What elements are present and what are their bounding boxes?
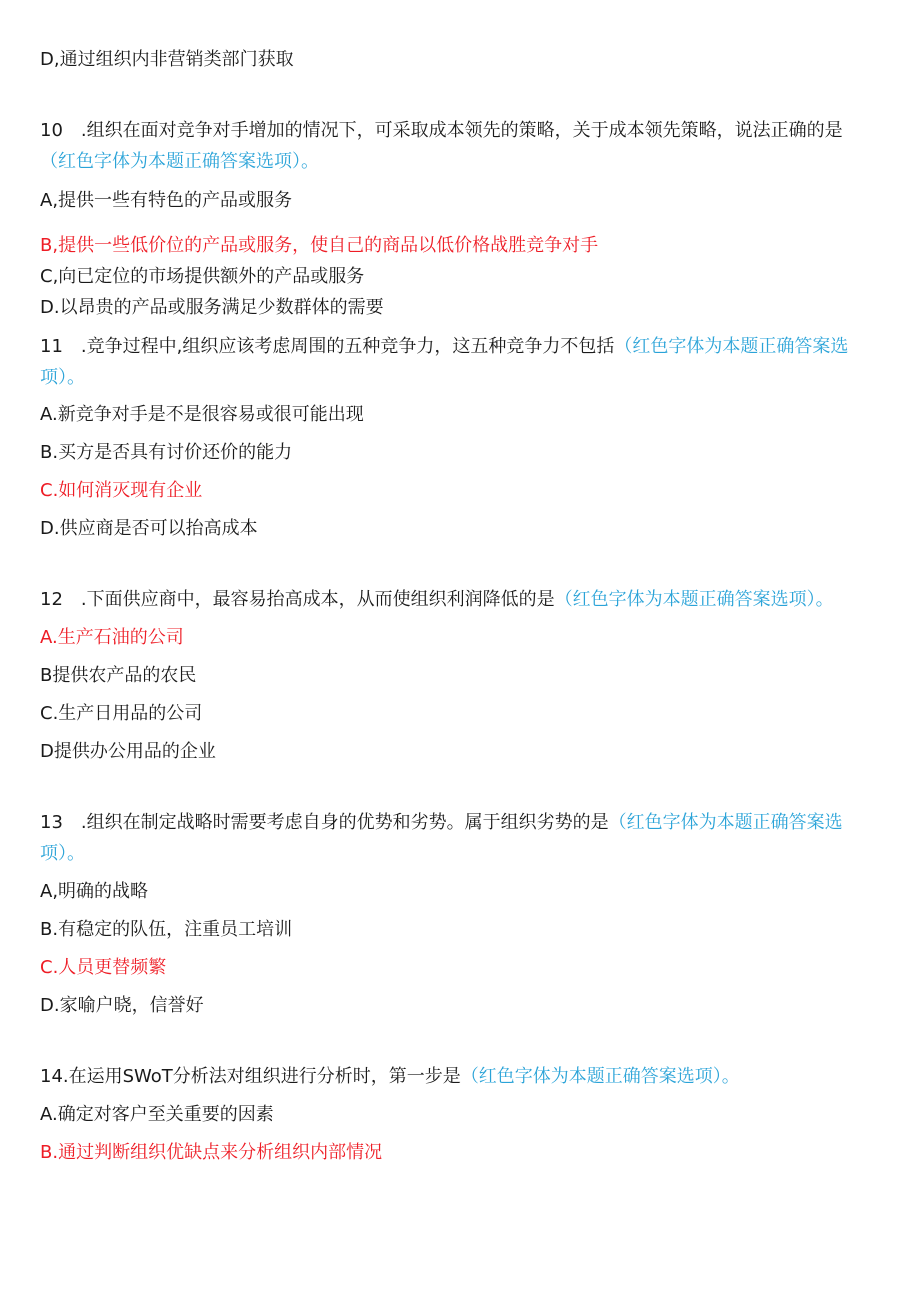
question-11-option-c-correct: C.如何消灭现有企业 — [40, 480, 203, 501]
question-10-stem — [40, 115, 870, 177]
question-11-hint: （红色字体为本题正确答案选项）。 — [40, 336, 849, 388]
question-14-option-a: A.确定对客户至关重要的因素 — [40, 1104, 274, 1125]
question-13-option-d: D.家喻户晓，信誉好 — [40, 995, 204, 1016]
question-12-hint: （红色字体为本题正确答案选项）。 — [554, 589, 834, 610]
question-12-option-a-correct: A.生产石油的公司 — [40, 627, 184, 648]
question-11-option-a: A.新竞争对手是不是很容易或很可能出现 — [40, 404, 364, 425]
question-12-option-d: D提供办公用品的企业 — [40, 741, 216, 762]
question-11-stem — [40, 331, 870, 393]
question-13-option-c-correct: C.人员更替频繁 — [40, 957, 167, 978]
question-10-option-b-correct: B,提供一些低价位的产品或服务，使自己的商品以低价格战胜竞争对手 — [40, 235, 599, 256]
question-12-text: 12 .下面供应商中，最容易抬高成本，从而使组织利润降低的是 — [40, 589, 555, 610]
question-11-text: 11 .竞争过程中,组织应该考虑周围的五种竞争力，这五种竞争力不包括 — [40, 336, 615, 357]
question-10-option-c: C,向已定位的市场提供额外的产品或服务 — [40, 266, 365, 287]
question-13-stem — [40, 807, 870, 869]
question-13-hint: （红色字体为本题正确答案选项）。 — [40, 812, 843, 864]
question-12-option-b: B提供农产品的农民 — [40, 665, 197, 686]
question-11-option-d: D.供应商是否可以抬高成本 — [40, 518, 258, 539]
question-11-option-b: B.买方是否具有讨价还价的能力 — [40, 442, 293, 463]
prev-option-d: D,通过组织内非营销类部门获取 — [40, 49, 294, 70]
question-10-option-a: A,提供一些有特色的产品或服务 — [40, 190, 293, 211]
question-10-option-d: D.以昂贵的产品或服务满足少数群体的需要 — [40, 297, 384, 318]
question-12-option-c: C.生产日用品的公司 — [40, 703, 203, 724]
question-13-option-a: A,明确的战略 — [40, 881, 149, 902]
question-13-option-b: B.有稳定的队伍，注重员工培训 — [40, 919, 293, 940]
question-14-text: 14.在运用SWoT分析法对组织进行分析时，第一步是 — [40, 1066, 461, 1087]
question-14-stem — [40, 1066, 740, 1088]
question-10-text: 10 .组织在面对竞争对手增加的情况下，可采取成本领先的策略，关于成本领先策略，说法正确的是 — [40, 120, 843, 141]
question-12-stem — [40, 589, 834, 611]
question-14-hint: （红色字体为本题正确答案选项）。 — [460, 1066, 740, 1087]
question-13-text: 13 .组织在制定战略时需要考虑自身的优势和劣势。属于组织劣势的是 — [40, 812, 609, 833]
question-10-hint: （红色字体为本题正确答案选项）。 — [40, 151, 319, 172]
question-14-option-b-correct: B.通过判断组织优缺点来分析组织内部情况 — [40, 1142, 383, 1163]
